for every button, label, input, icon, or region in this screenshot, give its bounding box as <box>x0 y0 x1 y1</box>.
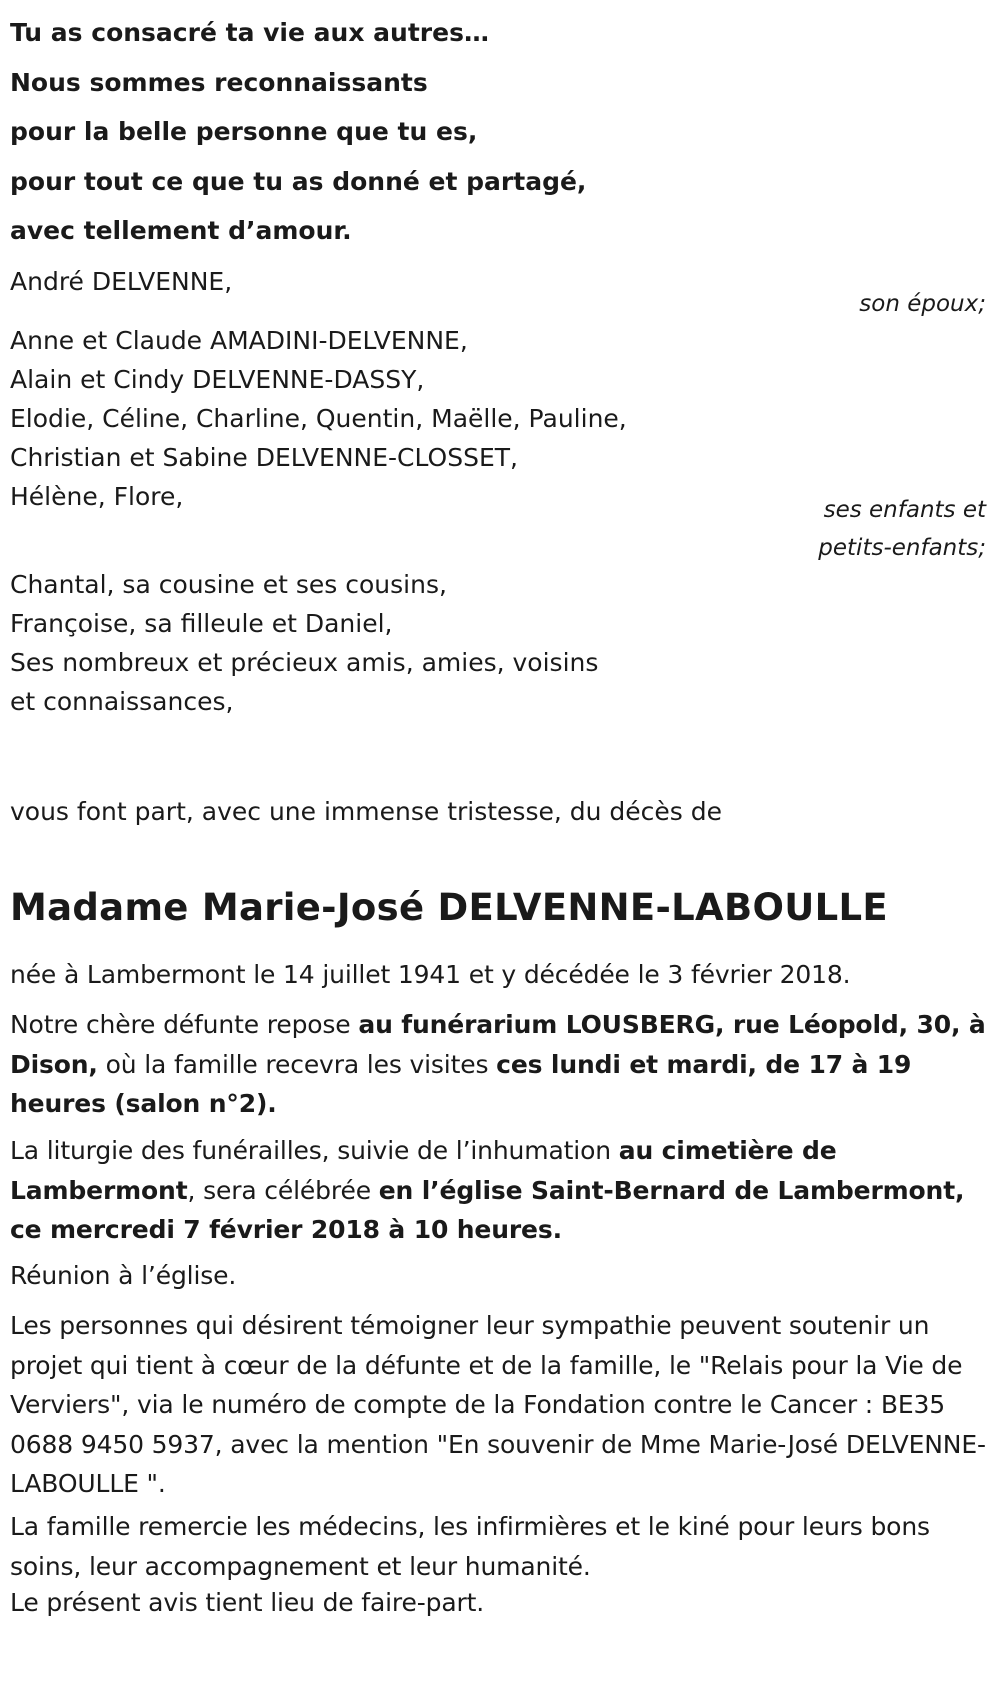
other-relatives <box>10 565 598 721</box>
family-line: Anne et Claude AMADINI-DELVENNE, <box>10 326 468 355</box>
poem-line: avec tellement d’amour. <box>10 216 352 245</box>
repose-text-1: Notre chère défunte repose <box>10 1010 359 1039</box>
family-line: Alain et Cindy DELVENNE-DASSY, <box>10 365 425 394</box>
reunion-paragraph: Réunion à l’église. <box>10 1261 237 1290</box>
family-line: et connaissances, <box>10 687 234 716</box>
poem-line: pour la belle personne que tu es, <box>10 117 478 146</box>
children-names <box>10 321 627 516</box>
liturgy-text-1: La liturgie des funérailles, suivie de l’inhumation <box>10 1136 619 1165</box>
family-line: Elodie, Céline, Charline, Quentin, Maëlle, Pauline, <box>10 404 627 433</box>
announcement: vous font part, avec une immense tristesse, du décès de <box>10 797 723 826</box>
family-line: Christian et Sabine DELVENNE-CLOSSET, <box>10 443 518 472</box>
poem-line: pour tout ce que tu as donné et partagé, <box>10 166 587 196</box>
family-line: Françoise, sa filleule et Daniel, <box>10 609 393 638</box>
liturgy-cemetery: au cimetière de Lambermont <box>10 1136 837 1205</box>
spouse-name: André DELVENNE, <box>10 267 233 296</box>
repose-location: au funérarium LOUSBERG, rue Léopold, 30, à Dison, <box>10 1010 986 1079</box>
children-role-line-1: ses enfants et <box>823 497 986 523</box>
birth-death-paragraph: née à Lambermont le 14 juillet 1941 et y décédée le 3 février 2018. <box>10 960 851 989</box>
deceased-name: Madame Marie-José DELVENNE-LABOULLE <box>10 886 888 929</box>
spouse-role: son époux; <box>859 291 986 317</box>
poem-line: Tu as consacré ta vie aux autres… <box>10 18 489 47</box>
closing-paragraph: Le présent avis tient lieu de faire-part. <box>10 1588 485 1617</box>
family-line: Hélène, Flore, <box>10 482 184 511</box>
repose-text-2: où la famille recevra les visites <box>97 1049 497 1079</box>
liturgy-text-2: , sera célébrée <box>187 1175 379 1205</box>
children-role-line-2: petits-enfants; <box>818 535 986 561</box>
repose-paragraph <box>10 1005 995 1124</box>
liturgy-church-date: en l’église Saint-Bernard de Lambermont, ce mercredi 7 février 2018 à 10 heures. <box>10 1175 965 1244</box>
liturgy-paragraph <box>10 1131 995 1250</box>
poem <box>10 8 970 256</box>
sympathy-paragraph: Les personnes qui désirent témoigner leur sympathie peuvent soutenir un projet qui tient à cœur de la défunte et de la famille, le "Relais pour la Vie de Verviers", via le numéro de compte de la Fondation contre le Cancer : BE35 0688 9450 5937, avec la mention "En souvenir de Mme Marie-José DELVENNE-LABOULLE ". <box>10 1311 986 1498</box>
thanks-paragraph: La famille remercie les médecins, les infirmières et le kiné pour leurs bons soins, leur accompagnement et leur humanité. <box>10 1512 930 1581</box>
family-line: Chantal, sa cousine et ses cousins, <box>10 570 447 599</box>
family-line: Ses nombreux et précieux amis, amies, voisins <box>10 648 599 677</box>
repose-visit-hours: ces lundi et mardi, de 17 à 19 heures (salon n°2). <box>10 1049 912 1118</box>
poem-line: Nous sommes reconnaissants <box>10 67 428 97</box>
